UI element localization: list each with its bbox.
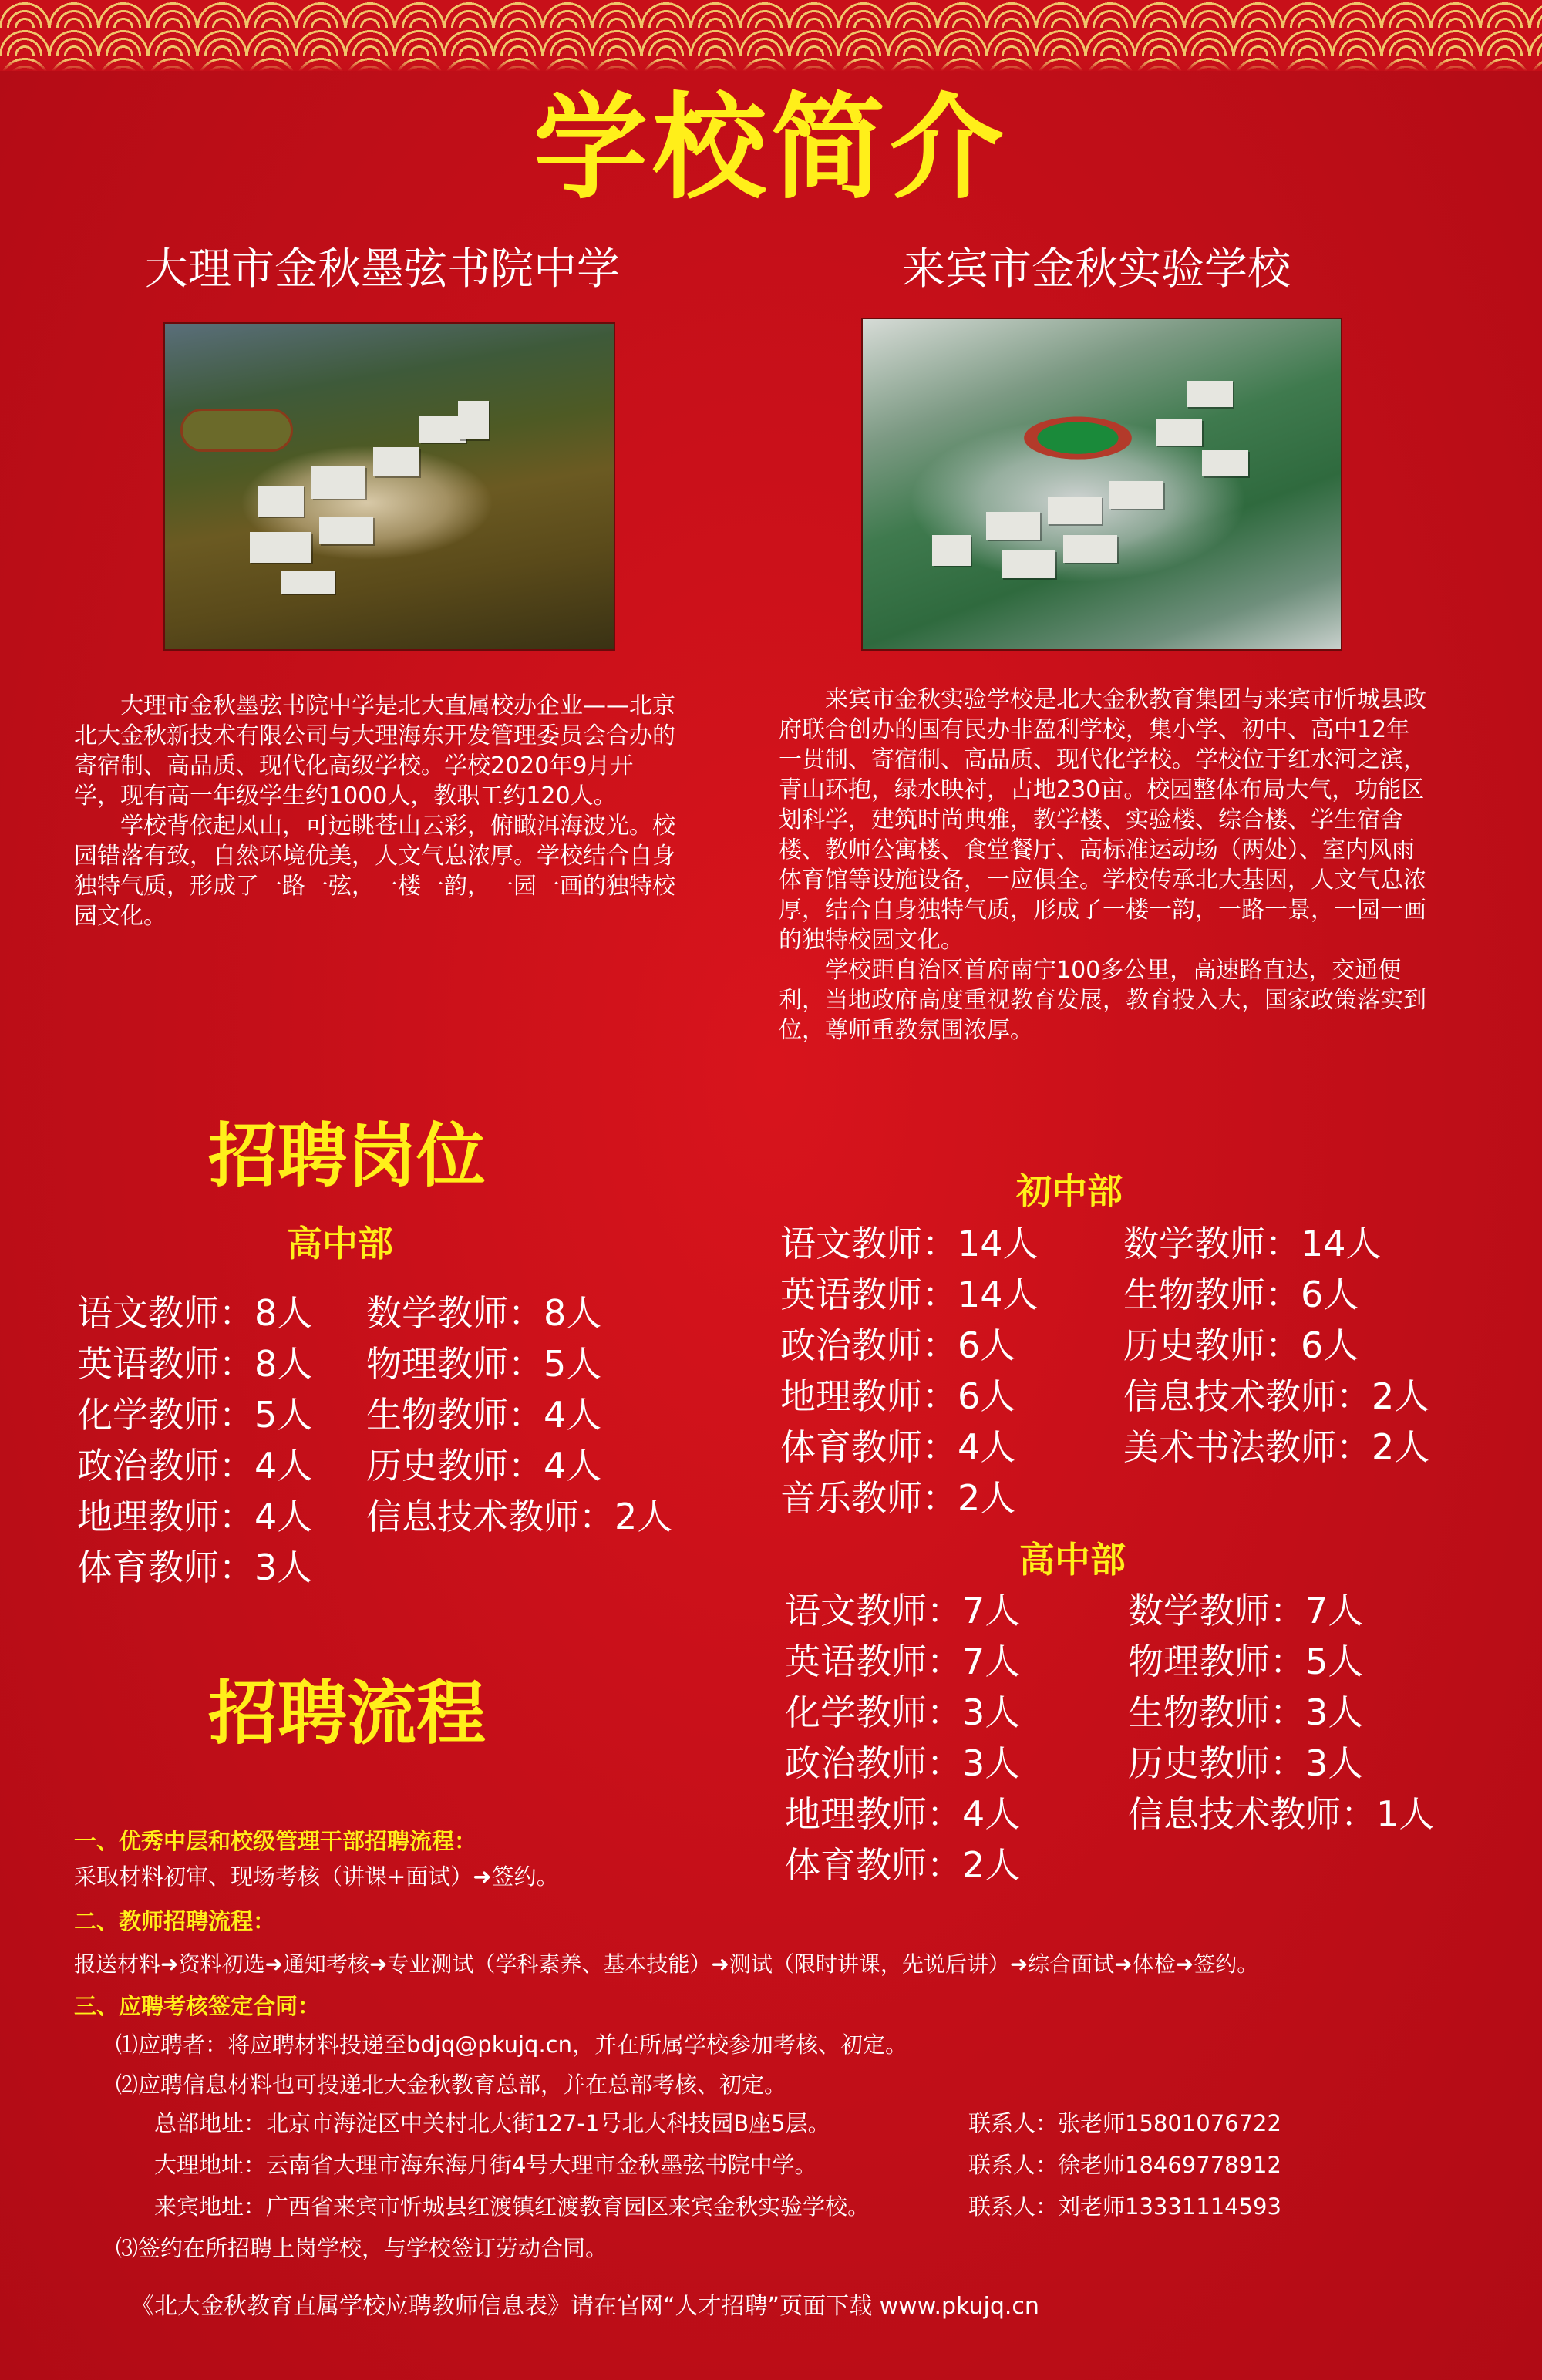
job-item: 生物教师：6人: [1123, 1274, 1359, 1315]
contact-hq: 联系人：张老师15801076722: [968, 2110, 1281, 2136]
dept-label-laibin-high: 高中部: [1019, 1539, 1126, 1580]
job-item: 信息技术教师：1人: [1128, 1793, 1435, 1835]
job-item: 英语教师：14人: [780, 1274, 1039, 1315]
process-heading: 一、优秀中层和校级管理干部招聘流程：: [74, 1828, 477, 1854]
job-item: 体育教师：2人: [785, 1844, 1021, 1886]
job-item: 化学教师：5人: [77, 1394, 313, 1436]
intro-paragraph: 大理市金秋墨弦书院中学是北大直属校办企业——北京北大金秋新技术有限公司与大理海东开发管理委员会合办的寄宿制、高品质、现代化高级学校。学校2020年9月开学，现有高一年级学生约1000人，教职工约120人。: [74, 692, 675, 810]
process-header-1: [74, 1824, 476, 1858]
contact-laibin: 联系人：刘老师13331114593: [968, 2193, 1281, 2220]
job-item: 数学教师：14人: [1123, 1223, 1382, 1264]
job-list-laibin-high: [785, 1585, 1479, 1894]
job-item: 语文教师：14人: [780, 1223, 1039, 1264]
dept-label-laibin-middle: 初中部: [1016, 1170, 1123, 1212]
school-intro-laibin: [779, 685, 1426, 1045]
address-laibin: 来宾地址：广西省来宾市忻城县红渡镇红渡教育园区来宾金秋实验学校。: [154, 2193, 870, 2220]
job-item: 历史教师：6人: [1123, 1325, 1359, 1366]
job-item: 政治教师：4人: [77, 1445, 313, 1486]
recruit-process-title: 招聘流程: [208, 1673, 486, 1754]
school-name-laibin: 来宾市金秋实验学校: [902, 244, 1291, 295]
footer-download-note: 《北大金秋教育直属学校应聘教师信息表》请在官网“人才招聘”页面下载 www.pkujq.cn: [131, 2293, 1039, 2320]
address-hq: 总部地址：北京市海淀区中关村北大街127-1号北大科技园B座5层。: [154, 2110, 830, 2136]
address-dali: 大理地址：云南省大理市海东海月街4号大理市金秋墨弦书院中学。: [154, 2152, 817, 2178]
job-item: 生物教师：3人: [1128, 1692, 1364, 1733]
job-item: 体育教师：4人: [780, 1426, 1016, 1468]
process-heading: 三、应聘考核签定合同：: [74, 1993, 321, 2019]
process-item-2: ⑵应聘信息材料也可投递北大金秋教育总部，并在总部考核、初定。: [116, 2072, 787, 2098]
job-item: 英语教师：8人: [77, 1343, 313, 1385]
job-item: 历史教师：4人: [366, 1445, 602, 1486]
job-item: 数学教师：8人: [366, 1292, 602, 1334]
job-item: 数学教师：7人: [1128, 1590, 1364, 1631]
job-item: 信息技术教师：2人: [366, 1496, 673, 1537]
process-item-1: ⑴应聘者：将应聘材料投递至bdjq@pkujq.cn，并在所属学校参加考核、初定。: [116, 2032, 907, 2058]
job-item: 英语教师：7人: [785, 1641, 1021, 1682]
job-item: 语文教师：7人: [785, 1590, 1021, 1631]
job-item: 地理教师：4人: [77, 1496, 313, 1537]
process-heading: 二、教师招聘流程：: [74, 1908, 276, 1934]
intro-paragraph: 学校距自治区首府南宁100多公里，高速路直达，交通便利，当地政府高度重视教育发展，教育投入大，国家政策落实到位，尊师重教氛围浓厚。: [779, 957, 1426, 1044]
intro-paragraph: 来宾市金秋实验学校是北大金秋教育集团与来宾市忻城县政府联合创办的国有民办非盈利学校，集小学、初中、高中12年一贯制、寄宿制、高品质、现代化学校。学校位于红水河之滨，青山环抱，绿水映衬，占地230亩。校园整体布局大气，功能区划科学，建筑时尚典雅，教学楼、实验楼、综合楼、学生宿舍楼、教师公寓楼、食堂餐厅、高标准运动场（两处）、室内风雨体育馆等设施设备，一应俱全。学校传承北大基因，人文气息浓厚，结合自身独特气质，形成了一楼一韵，一路一景，一园一画的独特校园文化。: [779, 686, 1426, 954]
job-item: 信息技术教师：2人: [1123, 1375, 1430, 1417]
job-item: 政治教师：6人: [780, 1325, 1016, 1366]
campus-aerial-photo-laibin: [861, 318, 1342, 651]
intro-paragraph: 学校背依起凤山，可远眺苍山云彩，俯瞰洱海波光。校园错落有致，自然环境优美，人文气息浓厚。学校结合自身独特气质，形成了一路一弦，一楼一韵，一园一画的独特校园文化。: [74, 813, 675, 930]
job-item: 体育教师：3人: [77, 1547, 313, 1588]
page-title: 学校简介: [534, 82, 1008, 214]
job-item: 物理教师：5人: [1128, 1641, 1364, 1682]
process-item-3: ⑶签约在所招聘上岗学校，与学校签订劳动合同。: [116, 2235, 608, 2261]
campus-aerial-photo-dali: [163, 322, 615, 651]
job-item: 语文教师：8人: [77, 1292, 313, 1334]
contact-dali: 联系人：徐老师18469778912: [968, 2152, 1281, 2178]
job-item: 音乐教师：2人: [780, 1477, 1016, 1519]
job-item: 地理教师：6人: [780, 1375, 1016, 1417]
school-name-dali: 大理市金秋墨弦书院中学: [145, 244, 620, 295]
process-header-2: [74, 1904, 275, 1938]
job-item: 政治教师：3人: [785, 1742, 1021, 1784]
process-line-1: 采取材料初审、现场考核（讲课+面试）➜签约。: [74, 1863, 559, 1890]
job-item: 化学教师：3人: [785, 1692, 1021, 1733]
job-item: 美术书法教师：2人: [1123, 1426, 1430, 1468]
recruit-positions-title: 招聘岗位: [208, 1116, 486, 1197]
dept-label-dali-high: 高中部: [287, 1223, 393, 1264]
job-item: 生物教师：4人: [366, 1394, 602, 1436]
job-item: 历史教师：3人: [1128, 1742, 1364, 1784]
school-intro-dali: [74, 691, 675, 931]
job-list-dali-high: [77, 1288, 694, 1596]
job-list-laibin-middle: [780, 1218, 1474, 1527]
process-header-3: [74, 1989, 320, 2023]
job-item: 地理教师：4人: [785, 1793, 1021, 1835]
job-item: 物理教师：5人: [366, 1343, 602, 1385]
decorative-wave-border: [0, 0, 1542, 71]
process-line-2: 报送材料➜资料初选➜通知考核➜专业测试（学科素养、基本技能）➜测试（限时讲课，先说后讲）➜综合面试➜体检➜签约。: [74, 1951, 1259, 1977]
